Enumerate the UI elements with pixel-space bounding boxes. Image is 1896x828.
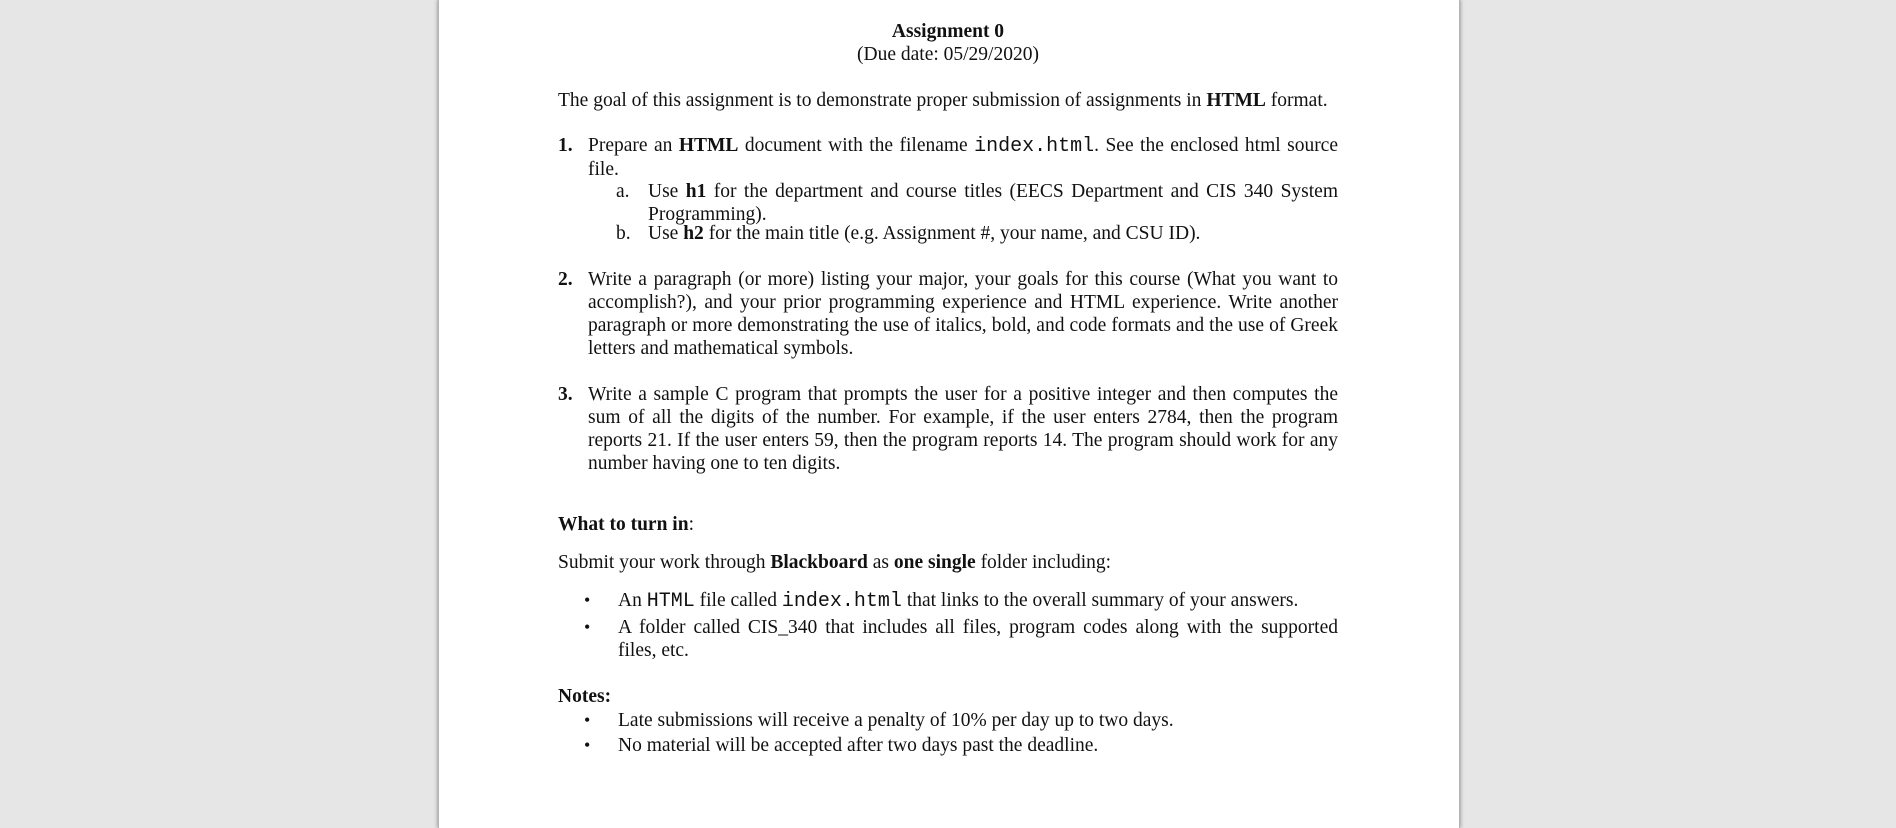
sub-item-label: b. bbox=[616, 223, 631, 244]
list-item-1: 1. Prepare an HTML document with the filename index.html. See the enclosed html source file. bbox=[558, 135, 1338, 180]
document-content bbox=[558, 20, 1338, 757]
bullet-icon: • bbox=[584, 710, 591, 730]
intro-paragraph: The goal of this assignment is to demonstrate proper submission of assignments in HTML format. bbox=[558, 90, 1328, 111]
item-number: 2. bbox=[558, 269, 573, 290]
item-text: Write a paragraph (or more) listing your major, your goals for this course (What you want to accomplish?), and your prior programming experience and HTML experience. Write another paragraph or more demonstrating the use of italics, bold, and code formats and the use of Greek letters and mathematical symbols. bbox=[588, 269, 1338, 359]
list-item-2 bbox=[558, 268, 1338, 360]
document-title: Assignment 0 bbox=[891, 21, 1005, 42]
list-item-3 bbox=[558, 383, 1338, 475]
sub-item-b: b. Use h2 for the main title (e.g. Assignment #, your name, and CSU ID). bbox=[616, 223, 1201, 244]
note-item-1: • Late submissions will receive a penalty of 10% per day up to two days. bbox=[584, 710, 1174, 731]
filename-code: index.html bbox=[781, 590, 902, 613]
sub-item-a: a. Use h1 for the department and course titles (EECS Department and CIS 340 System Programming). bbox=[616, 181, 1338, 225]
item-number: 3. bbox=[558, 384, 573, 405]
item-text: Write a sample C program that prompts the user for a positive integer and then computes the sum of all the digits of the number. For example, if the user enters 2784, then the program reports 21. If the user enters 59, then the program reports 14. The program should work for any number having one to ten digits. bbox=[588, 384, 1338, 474]
bullet-icon: • bbox=[584, 590, 591, 610]
turn-in-bullet-2: • A folder called CIS_340 that includes all files, program codes along with the supported files, etc. bbox=[584, 617, 1338, 661]
due-date: (Due date: 05/29/2020) bbox=[857, 44, 1039, 65]
bullet-icon: • bbox=[584, 617, 591, 637]
filename-code: index.html bbox=[974, 135, 1095, 158]
note-item-2: • No material will be accepted after two days past the deadline. bbox=[584, 735, 1099, 756]
document-page bbox=[438, 0, 1460, 828]
submit-paragraph: Submit your work through Blackboard as one single folder including: bbox=[558, 552, 1112, 573]
item-number: 1. bbox=[558, 135, 573, 156]
turn-in-heading: What to turn in: bbox=[558, 514, 694, 535]
bullet-icon: • bbox=[584, 735, 591, 755]
sub-item-label: a. bbox=[616, 181, 630, 202]
notes-heading: Notes: bbox=[558, 686, 612, 707]
turn-in-bullet-1: • An HTML file called index.html that links to the overall summary of your answers. bbox=[584, 590, 1299, 613]
